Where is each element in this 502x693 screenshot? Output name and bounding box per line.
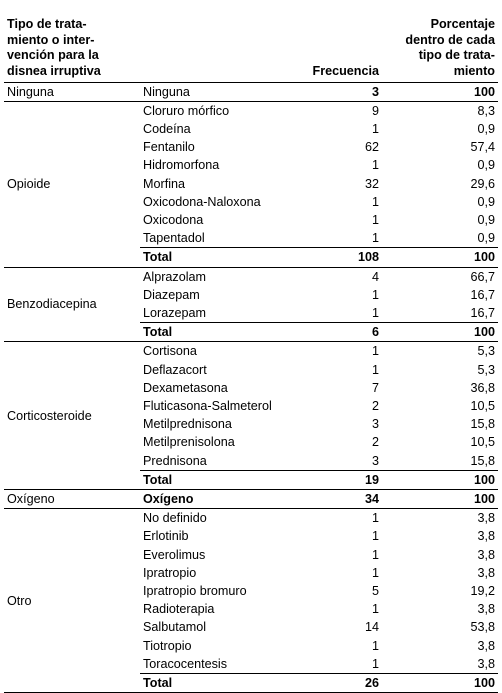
header-porcentaje-line: Porcentaje	[430, 17, 495, 32]
frequency-cell: 34	[304, 489, 382, 508]
frequency-cell: 1	[371, 212, 379, 227]
percentage-cell: 100	[382, 489, 498, 508]
header-porcentaje-line: tipo de trata-	[418, 48, 495, 63]
group-type-cell: Benzodiacepina	[4, 267, 140, 342]
frequency-cell: 1	[371, 158, 379, 173]
percentage-cell: 5,3	[477, 362, 495, 377]
frequency-cell: 1	[371, 344, 379, 359]
percentage-cell: 3,8	[477, 656, 495, 671]
frequency-cell: 3	[371, 417, 379, 432]
frequency-cell: 2	[371, 398, 379, 413]
percentage-cell: 19,2	[470, 583, 495, 598]
percentage-cell: 10,5	[470, 435, 495, 450]
table-row	[4, 489, 498, 508]
group-type-cell: Opioide	[4, 101, 140, 267]
percentage-cell: 16,7	[470, 287, 495, 302]
header-tipo-line: vención para la	[7, 48, 99, 63]
treatment-name-cell: Oxicodona	[143, 212, 204, 227]
percentage-cell: 66,7	[470, 269, 495, 284]
frequency-cell: 1	[371, 121, 379, 136]
percentage-cell: 3,8	[477, 565, 495, 580]
percentage-cell: 0,9	[477, 194, 495, 209]
percentage-cell: 3,8	[477, 529, 495, 544]
treatment-name-cell: Cloruro mórfico	[143, 103, 230, 118]
frequency-cell: 3	[371, 453, 379, 468]
percentage-cell: 29,6	[470, 176, 495, 191]
frequency-cell: 14	[364, 620, 379, 635]
treatment-name-cell: Salbutamol	[143, 620, 207, 635]
frequency-cell: 1	[371, 547, 379, 562]
percentage-cell: 3,8	[477, 602, 495, 617]
percentage-cell: 0,9	[477, 231, 495, 246]
percentage-cell: 53,8	[470, 620, 495, 635]
total-percentage-cell: 100	[382, 674, 498, 693]
table-row	[4, 342, 498, 361]
treatment-name-cell: Erlotinib	[143, 529, 189, 544]
total-frequency-cell: 6	[304, 323, 382, 342]
header-row	[4, 2, 498, 82]
percentage-cell: 5,3	[477, 344, 495, 359]
treatment-name-cell: Toracocentesis	[143, 656, 227, 671]
treatment-name-cell: Dexametasona	[143, 380, 228, 395]
treatment-name-cell: Everolimus	[143, 547, 206, 562]
percentage-cell: 36,8	[470, 380, 495, 395]
frequency-cell: 62	[364, 140, 379, 155]
treatment-name-cell: Morfina	[143, 176, 185, 191]
header-porcentaje	[382, 2, 498, 82]
percentage-cell: 0,9	[477, 121, 495, 136]
frequency-cell: 4	[371, 269, 379, 284]
frequency-cell: 9	[371, 103, 379, 118]
frequency-cell: 2	[371, 435, 379, 450]
frequency-cell: 7	[371, 380, 379, 395]
frequency-cell: 1	[371, 287, 379, 302]
table-header	[4, 2, 498, 82]
total-frequency-cell: 108	[304, 248, 382, 267]
treatment-name-cell: Radioterapia	[143, 602, 215, 617]
treatment-name-cell: No definido	[143, 511, 207, 526]
frequency-cell: 1	[371, 638, 379, 653]
header-tratamiento	[140, 2, 304, 82]
table-row	[4, 82, 498, 101]
percentage-cell: 15,8	[470, 417, 495, 432]
frequency-cell: 1	[371, 305, 379, 320]
header-frecuencia: Frecuencia	[304, 2, 382, 82]
treatment-name-cell: Fluticasona-Salmeterol	[143, 398, 272, 413]
percentage-cell: 3,8	[477, 511, 495, 526]
group-type-cell: Otro	[4, 509, 140, 693]
group-type-cell: Oxígeno	[4, 489, 140, 508]
treatment-name-cell: Metilprenisolona	[143, 435, 235, 450]
header-tipo	[4, 2, 140, 82]
total-frequency-cell: 26	[304, 674, 382, 693]
frequency-cell: 1	[371, 231, 379, 246]
table-row	[4, 101, 498, 120]
percentage-cell: 8,3	[477, 103, 495, 118]
total-percentage-cell: 100	[382, 248, 498, 267]
table-body	[4, 82, 498, 693]
frequency-cell: 3	[304, 82, 382, 101]
treatment-frequency-table	[4, 2, 498, 693]
percentage-cell: 0,9	[477, 212, 495, 227]
treatment-name-cell: Ipratropio	[143, 565, 197, 580]
treatment-name-cell: Tapentadol	[143, 231, 205, 246]
percentage-cell: 0,9	[477, 158, 495, 173]
percentage-cell: 100	[382, 82, 498, 101]
treatment-name-cell: Ninguna	[140, 82, 304, 101]
treatment-name-cell: Tiotropio	[143, 638, 192, 653]
treatment-name-cell: Hidromorfona	[143, 158, 220, 173]
treatment-name-cell: Oxicodona-Naloxona	[143, 194, 261, 209]
frequency-cell: 1	[371, 602, 379, 617]
group-type-cell: Corticosteroide	[4, 342, 140, 490]
treatment-name-cell: Prednisona	[143, 453, 207, 468]
treatment-name-cell: Alprazolam	[143, 269, 206, 284]
header-porcentaje-line: dentro de cada	[405, 32, 495, 47]
frequency-cell: 32	[364, 176, 379, 191]
treatment-name-cell: Cortisona	[143, 344, 197, 359]
percentage-cell: 3,8	[477, 638, 495, 653]
frequency-cell: 1	[371, 529, 379, 544]
treatment-name-cell: Oxígeno	[140, 489, 304, 508]
treatment-name-cell: Codeína	[143, 121, 191, 136]
percentage-cell: 15,8	[470, 453, 495, 468]
treatment-name-cell: Diazepam	[143, 287, 200, 302]
percentage-cell: 10,5	[470, 398, 495, 413]
treatment-name-cell: Lorazepam	[143, 305, 207, 320]
group-type-cell: Ninguna	[4, 82, 140, 101]
treatment-name-cell: Deflazacort	[143, 362, 207, 377]
header-porcentaje-line: miento	[453, 63, 495, 78]
percentage-cell: 16,7	[470, 305, 495, 320]
total-label-cell: Total	[140, 248, 304, 267]
table-row	[4, 509, 498, 528]
table-row	[4, 267, 498, 286]
frequency-cell: 1	[371, 511, 379, 526]
frequency-cell: 1	[371, 565, 379, 580]
percentage-cell: 3,8	[477, 547, 495, 562]
total-percentage-cell: 100	[382, 470, 498, 489]
total-label-cell: Total	[140, 470, 304, 489]
total-label-cell: Total	[140, 674, 304, 693]
total-frequency-cell: 19	[304, 470, 382, 489]
header-tipo-line: Tipo de trata-	[7, 17, 87, 32]
header-tipo-line: miento o inter-	[7, 32, 95, 47]
frequency-cell: 1	[371, 194, 379, 209]
total-label-cell: Total	[140, 323, 304, 342]
header-tipo-line: disnea irruptiva	[7, 63, 101, 78]
percentage-cell: 57,4	[470, 140, 495, 155]
frequency-cell: 1	[371, 656, 379, 671]
treatment-name-cell: Fentanilo	[143, 140, 195, 155]
frequency-cell: 5	[371, 583, 379, 598]
treatment-name-cell: Ipratropio bromuro	[143, 583, 247, 598]
total-percentage-cell: 100	[382, 323, 498, 342]
treatment-name-cell: Metilprednisona	[143, 417, 232, 432]
frequency-cell: 1	[371, 362, 379, 377]
